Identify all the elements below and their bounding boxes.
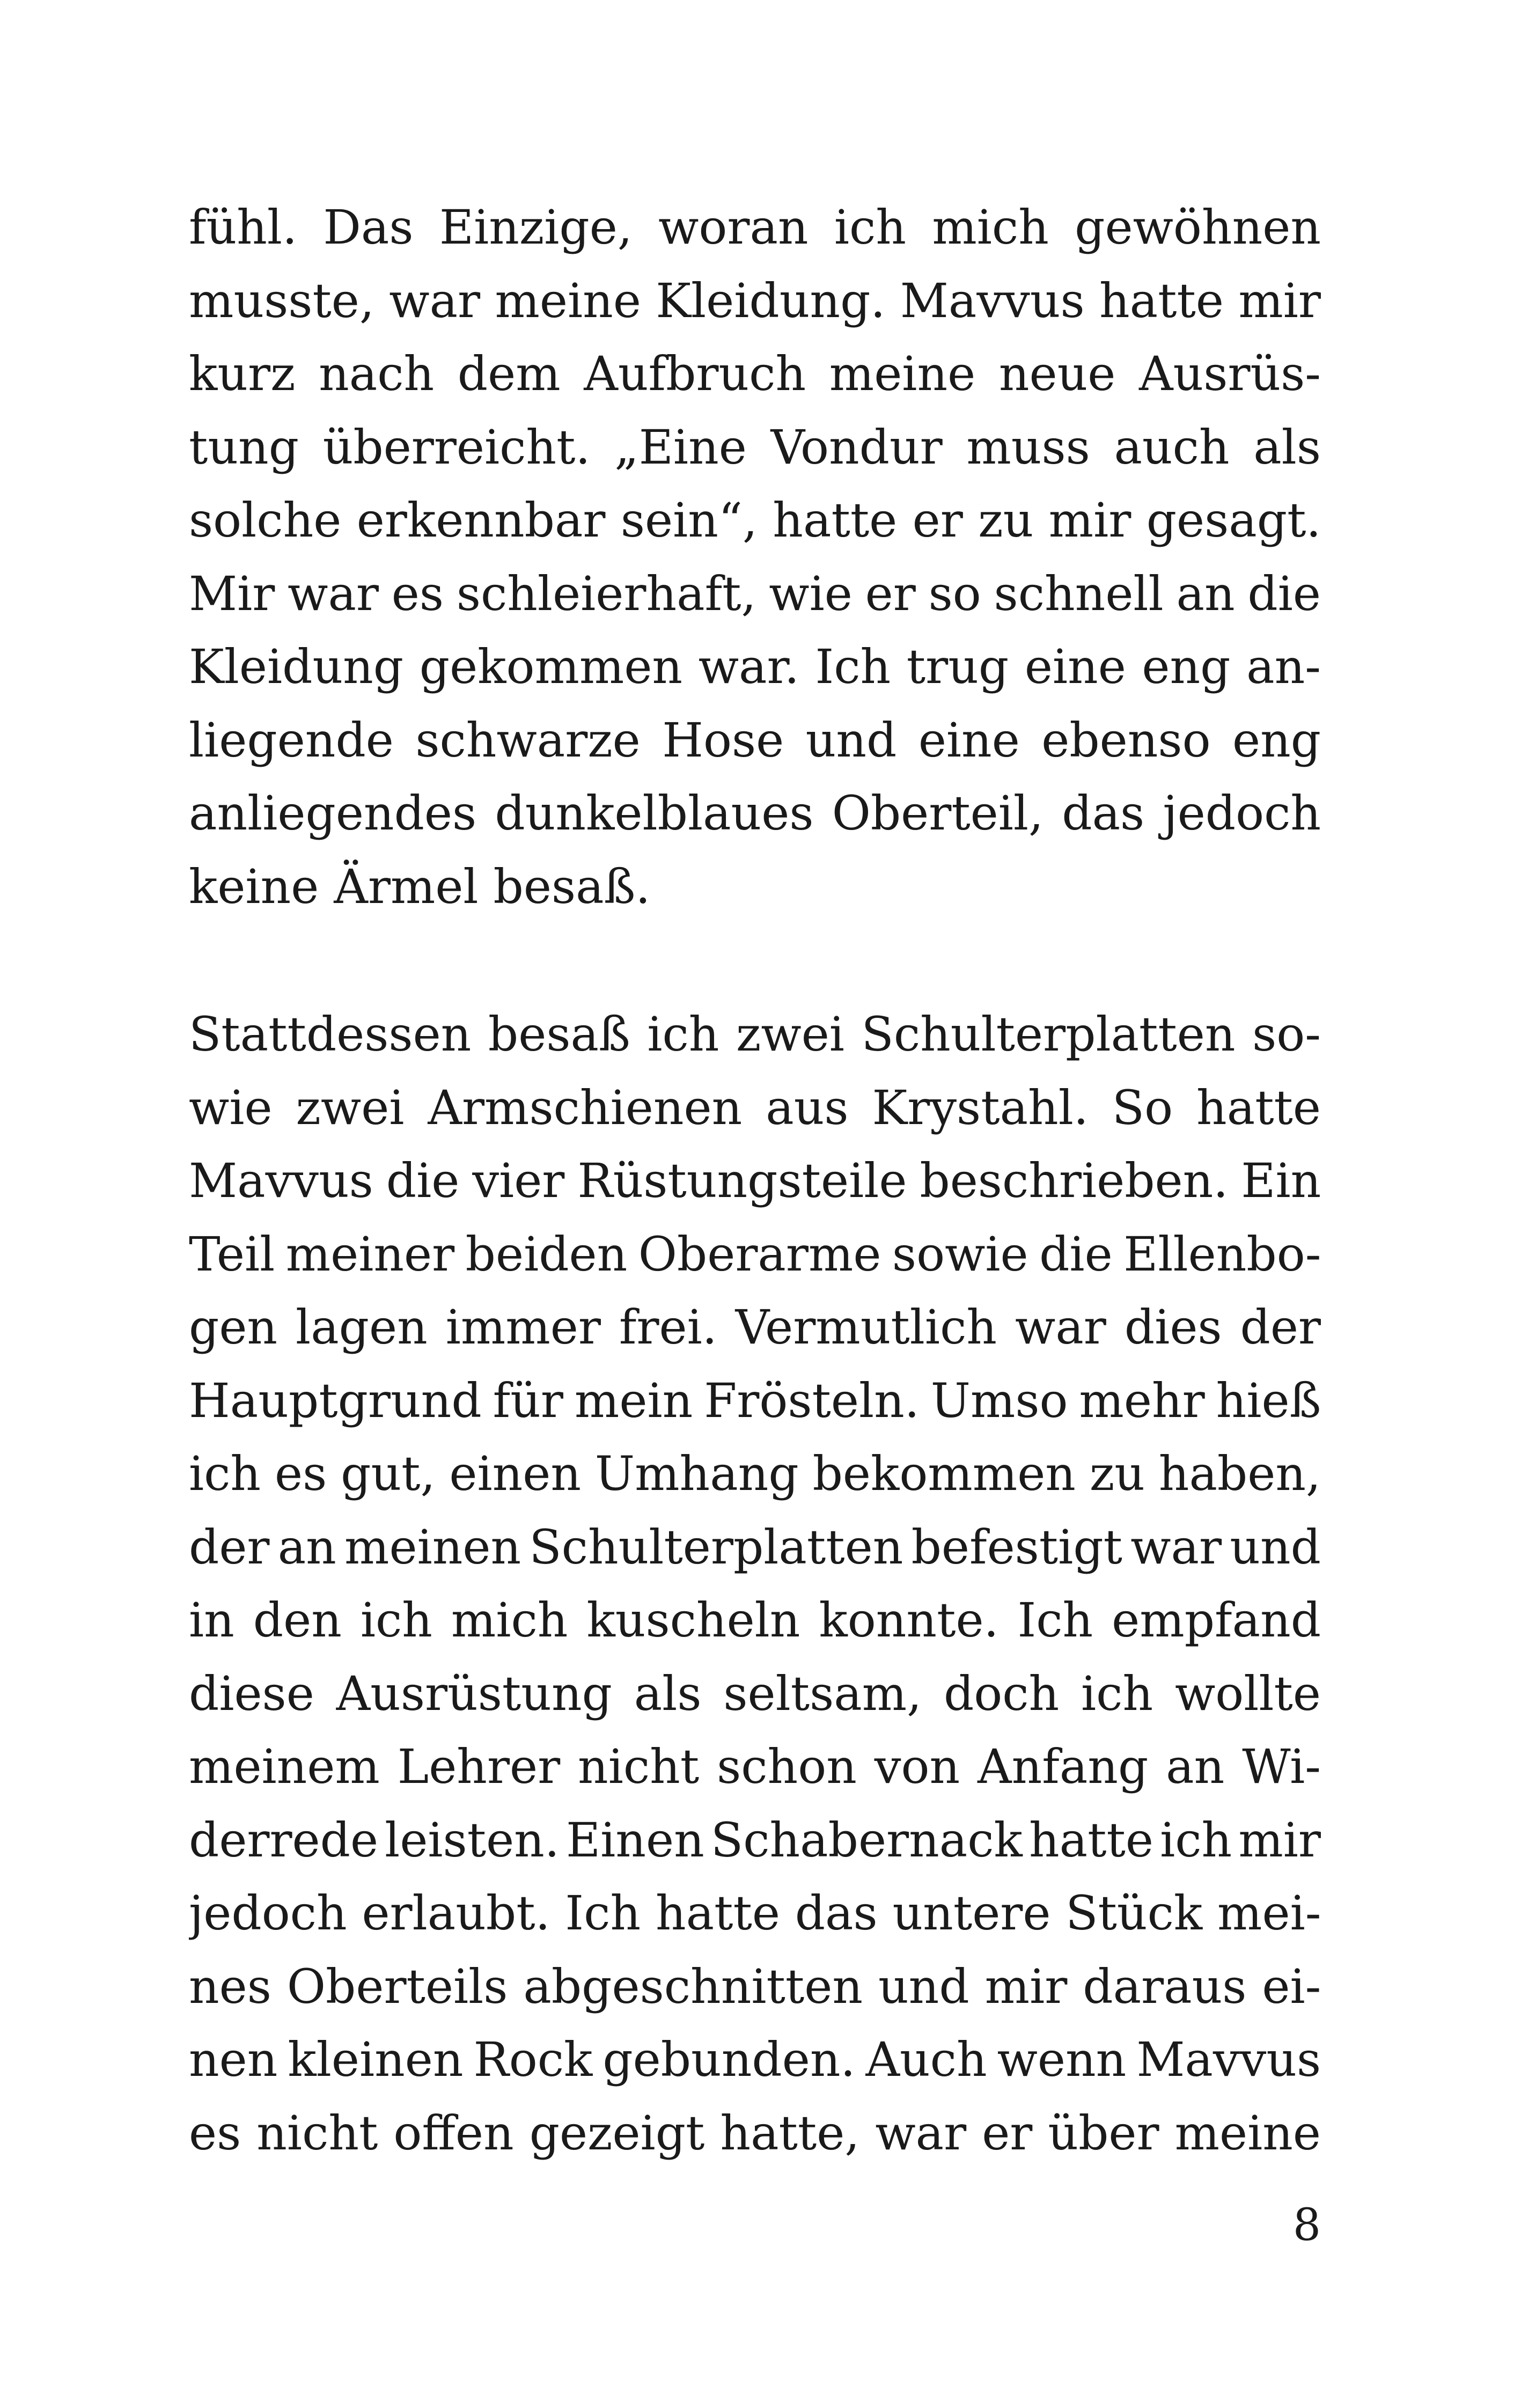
paragraph-2 xyxy=(189,998,1321,2170)
text-line: ich es gut, einen Umhang bekommen zu haben, xyxy=(189,1446,1321,1501)
text-line: Stattdessen besaß ich zwei Schulterplatten so- xyxy=(189,1007,1321,1062)
text-line: jedoch erlaubt. Ich hatte das untere Stück mei- xyxy=(189,1885,1321,1941)
text-line: derrede leisten. Einen Schabernack hatte ich mir xyxy=(189,1812,1321,1868)
text-line: tung überreicht. „Eine Vondur muss auch als xyxy=(189,419,1321,475)
text-line: diese Ausrüstung als seltsam, doch ich wollte xyxy=(189,1665,1321,1721)
text-line: Hauptgrund für mein Frösteln. Umso mehr hieß xyxy=(189,1372,1321,1428)
text-line: wie zwei Armschienen aus Krystahl. So hatte xyxy=(189,1080,1321,1135)
text-line: liegende schwarze Hose und eine ebenso eng xyxy=(189,712,1321,768)
text-line: solche erkennbar sein“, hatte er zu mir gesagt. xyxy=(189,493,1321,548)
text-line: kurz nach dem Aufbruch meine neue Ausrüs- xyxy=(189,346,1321,401)
paragraph-1 xyxy=(189,191,1321,923)
text-line: fühl. Das Einzige, woran ich mich gewöhnen xyxy=(189,200,1321,255)
text-line: meinem Lehrer nicht schon von Anfang an Wi- xyxy=(189,1739,1321,1794)
text-line: Mavvus die vier Rüstungsteile beschrieben. Ein xyxy=(189,1153,1321,1208)
text-line: in den ich mich kuscheln konnte. Ich empfand xyxy=(189,1592,1321,1648)
page-number: 8 xyxy=(1292,2200,1321,2251)
text-line: Mir war es schleierhaft, wie er so schnell an die xyxy=(189,566,1321,621)
text-line: Teil meiner beiden Oberarme sowie die Ellenbo- xyxy=(189,1226,1321,1282)
text-line: gen lagen immer frei. Vermutlich war dies der xyxy=(189,1300,1321,1355)
text-line: der an meinen Schulterplatten befestigt war und xyxy=(189,1519,1321,1575)
text-line: es nicht offen gezeigt hatte, war er über meine xyxy=(189,2105,1321,2161)
text-line: keine Ärmel besaß. xyxy=(189,858,651,914)
text-line: Kleidung gekommen war. Ich trug eine eng an- xyxy=(189,639,1321,694)
text-line: anliegendes dunkelblaues Oberteil, das jedoch xyxy=(189,785,1321,841)
text-line: nen kleinen Rock gebunden. Auch wenn Mavvus xyxy=(189,2032,1321,2087)
text-line: musste, war meine Kleidung. Mavvus hatte mir xyxy=(189,273,1321,328)
text-line: nes Oberteils abgeschnitten und mir daraus ei- xyxy=(189,1958,1321,2014)
